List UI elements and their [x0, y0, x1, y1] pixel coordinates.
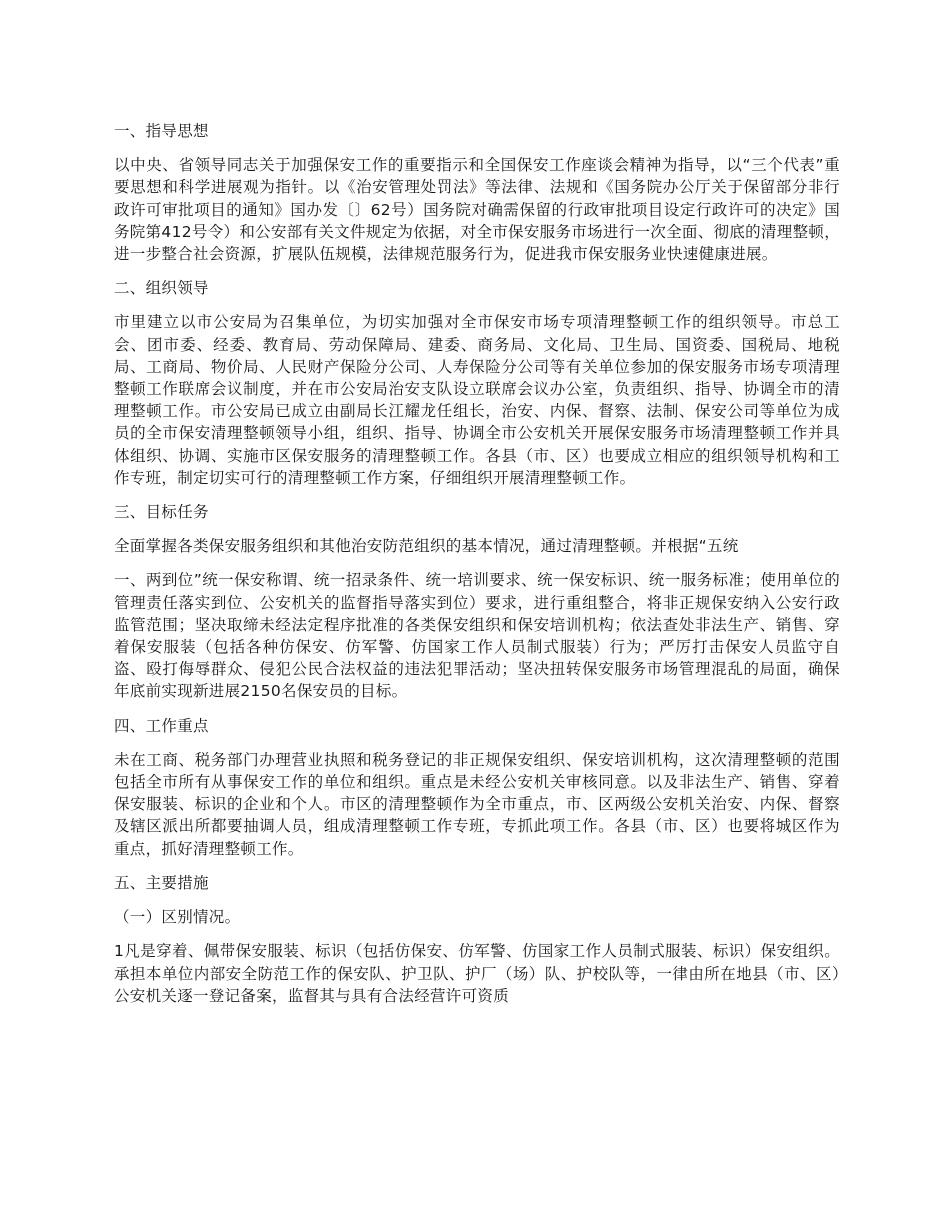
section-heading: 五、主要措施	[114, 873, 209, 892]
section-heading: 一、指导思想	[114, 122, 209, 140]
paragraph: 市里建立以市公安局为召集单位，为切实加强对全市保安市场专项清理整顿工作的组织领导。市总工会、团市委、经委、教育局、劳动保障局、建委、商务局、文化局、卫生局、国资委、国税局、地税局、工商局、物价局、人民财产保险分公司、人寿保险分公司等有关单位参加的保安服务市场专项清理整顿工作联席会议制度，并在市公安局治安支队设立联席会议办公室，负责组织、指导、协调全市的清理整顿工作。市公安局已成立由副局长江耀龙任组长，治安、内保、督察、法制、保安公司等单位为成员的全市保安清理整顿领导小组，组织、指导、协调全市公安机关开展保安服务市场清理整顿工作并具体组织、协调、实施市区保安服务的清理整顿工作。各县（市、区）也要成立相应的组织领导机构和工作专班，制定切实可行的清理整顿工作方案，仔细组织开展清理整顿工作。	[114, 313, 840, 487]
paragraph: 一、两到位”统一保安称谓、统一招录条件、统一培训要求、统一保安标识、统一服务标准；使用单位的管理责任落实到位、公安机关的监督指导落实到位）要求，进行重组整合，将非正规保安纳入公安行政监管范围；坚决取缔未经法定程序批准的各类保安组织和保安培训机构；依法查处非法生产、销售、穿着保安服装（包括各种仿保安、仿军警、仿国家工作人员制式服装）行为；严厉打击保安人员监守自盗、殴打侮辱群众、侵犯公民合法权益的违法犯罪活动；坚决扭转保安服务市场管理混乱的局面，确保年底前实现新进展2150名保安员的目标。	[114, 571, 840, 701]
paragraph: （一）区别情况。	[114, 908, 241, 927]
paragraph: 全面掌握各类保安服务组织和其他治安防范组织的基本情况，通过清理整顿。并根据“五统	[114, 537, 739, 556]
section-heading: 二、组织领导	[114, 279, 209, 298]
paragraph: 未在工商、税务部门办理营业执照和税务登记的非正规保安组织、保安培训机构，这次清理整顿的范围包括全市所有从事保安工作的单位和组织。重点是未经公安机关审核同意。以及非法生产、销售、穿着保安服装、标识的企业和个人。市区的清理整顿作为全市重点，市、区两级公安机关治安、内保、督察及辖区派出所都要抽调人员，组成清理整顿工作专班，专抓此项工作。各县（市、区）也要将城区作为重点，抓好清理整顿工作。	[114, 750, 840, 858]
section-heading: 四、工作重点	[114, 716, 209, 735]
document-body	[114, 120, 840, 1019]
paragraph: 以中央、省领导同志关于加强保安工作的重要指示和全国保安工作座谈会精神为指导，以“三个代表”重要思想和科学进展观为指针。以《治安管理处罚法》等法律、法规和《国务院办公厅关于保留部分非行政许可审批项目的通知》国办发〔〕62号）国务院对确需保留的行政审批项目设定行政许可的决定》国务院第412号令）和公安部有关文件规定为依据，对全市保安服务市场进行一次全面、彻底的清理整顿，进一步整合社会资源，扩展队伍规模，法律规范服务行为，促进我市保安服务业快速健康进展。	[114, 156, 840, 264]
paragraph: 1凡是穿着、佩带保安服装、标识（包括仿保安、仿军警、仿国家工作人员制式服装、标识）保安组织。承担本单位内部安全防范工作的保安队、护卫队、护厂（场）队、护校队等，一律由所在地县（市、区）公安机关逐一登记备案，监督其与具有合法经营许可资质	[114, 942, 840, 1005]
section-heading: 三、目标任务	[114, 503, 209, 522]
